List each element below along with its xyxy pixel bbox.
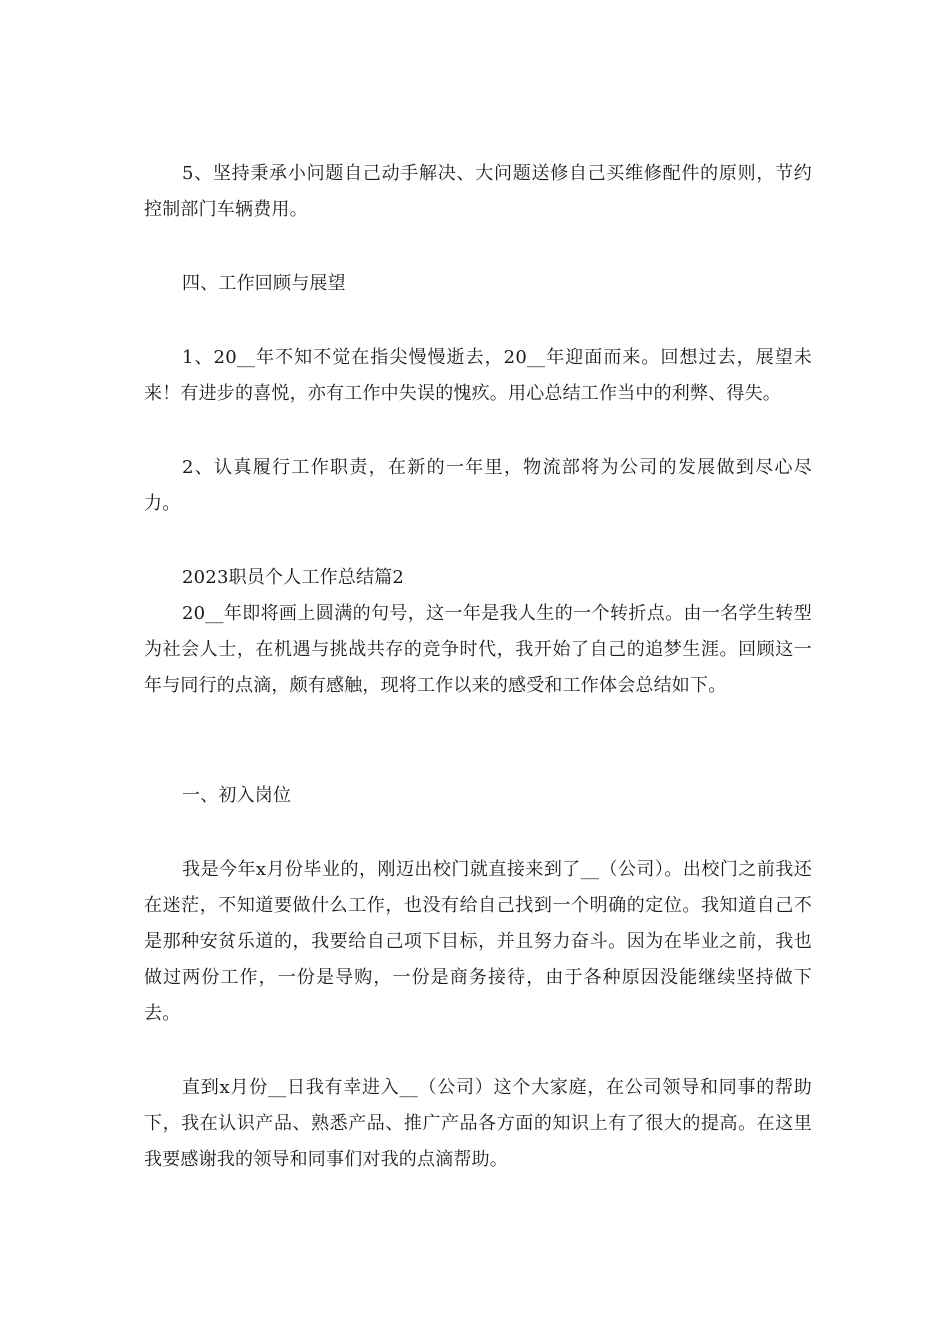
paragraph-item-1: 1、20__年不知不觉在指尖慢慢逝去，20__年迎面而来。回想过去，展望未来！有进步的喜悦，亦有工作中失误的愧疚。用心总结工作当中的利弊、得失。 (144, 347, 812, 404)
joining-paragraph: 直到x月份__日我有幸进入__（公司）这个大家庭，在公司领导和同事的帮助下，我在认识产品、熟悉产品、推广产品各方面的知识上有了很大的提高。在这里我要感谢我的领导和同事们对我的点滴帮助。 (144, 1077, 812, 1170)
onboarding-paragraph: 我是今年x月份毕业的，刚迈出校门就直接来到了__（公司）。出校门之前我还在迷茫，不知道要做什么工作，也没有给自己找到一个明确的定位。我知道自己不是那种安贫乐道的，我要给自己项下目标，并且努力奋斗。因为在毕业之前，我也做过两份工作，一份是导购，一份是商务接待，由于各种原因没能继续坚持做下去。 (144, 859, 812, 1024)
section-heading-onboarding: 一、初入岗位 (182, 785, 292, 806)
paragraph-item-2: 2、认真履行工作职责，在新的一年里，物流部将为公司的发展做到尽心尽力。 (144, 457, 812, 514)
paragraph-item-5: 5、坚持秉承小问题自己动手解决、大问题送修自己买维修配件的原则，节约控制部门车辆费用。 (144, 163, 812, 220)
intro-paragraph: 20__年即将画上圆满的句号，这一年是我人生的一个转折点。由一名学生转型为社会人士，在机遇与挑战共存的竞争时代，我开始了自己的追梦生涯。回顾这一年与同行的点滴，颇有感触，现将工作以来的感受和工作体会总结如下。 (144, 603, 812, 696)
section-heading-review: 四、工作回顾与展望 (182, 273, 346, 294)
article-title: 2023职员个人工作总结篇2 (182, 567, 405, 588)
